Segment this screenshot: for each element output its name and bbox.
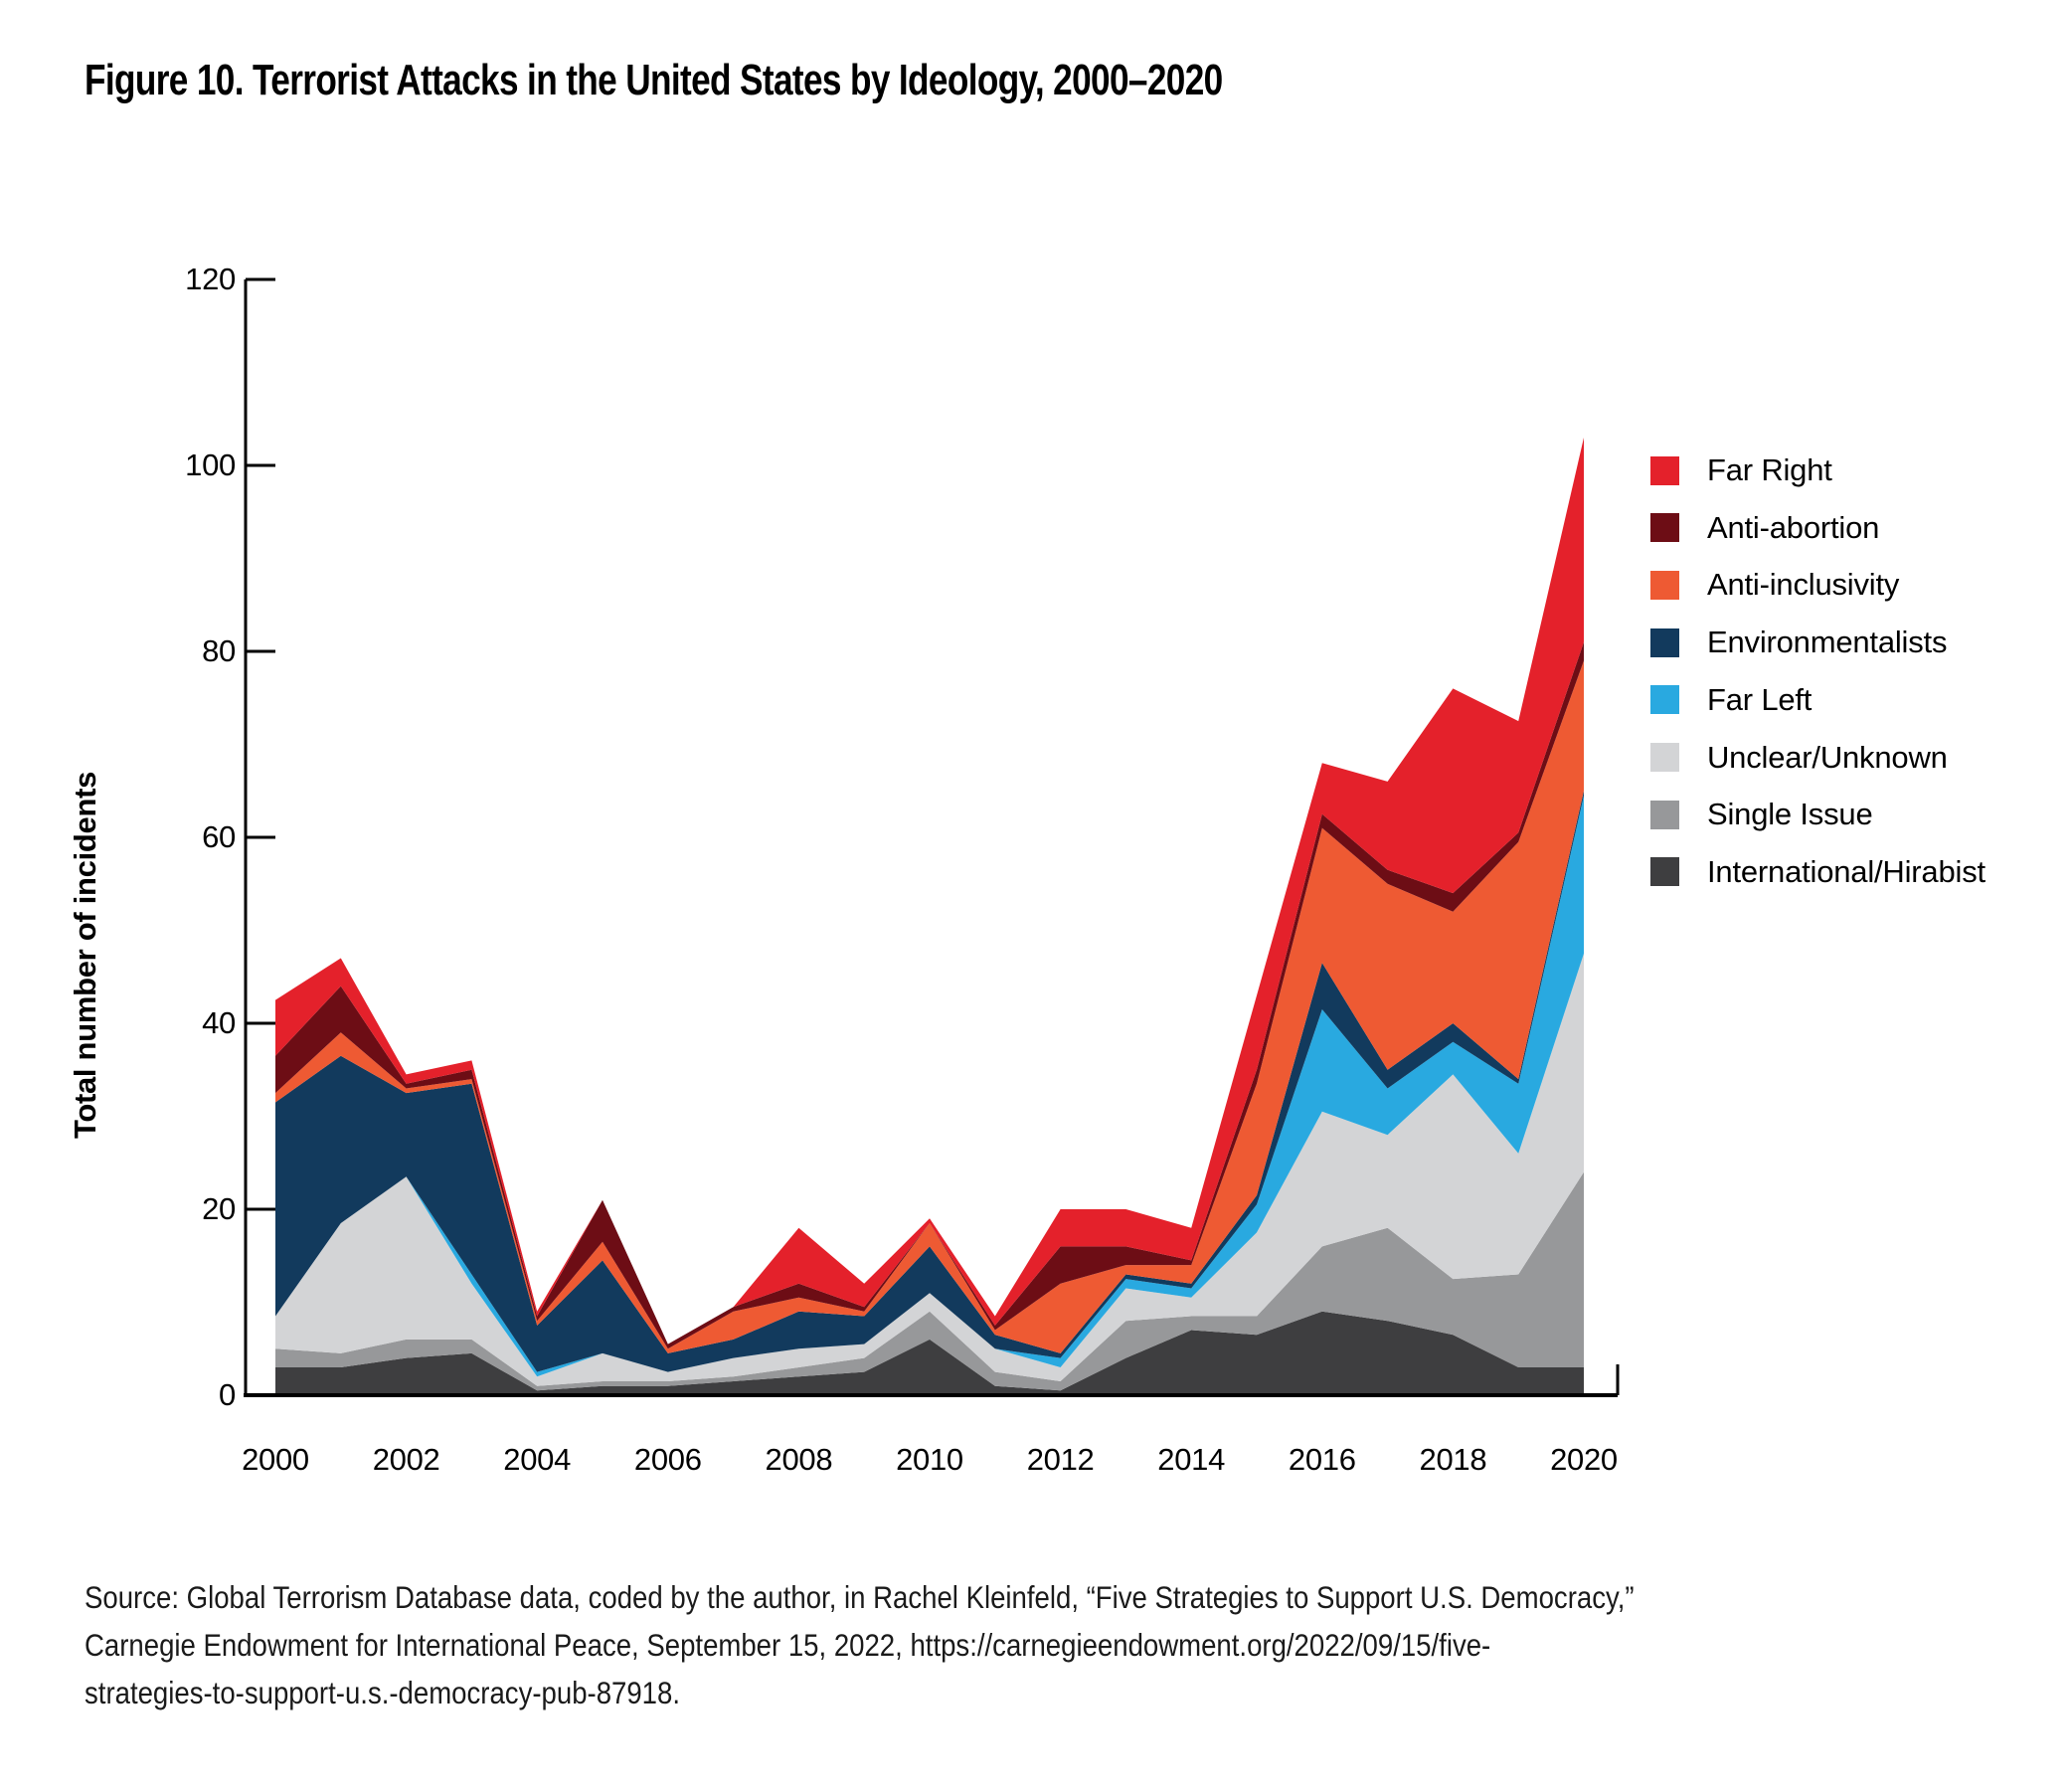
legend-label-far-right: Far Right — [1707, 452, 1832, 487]
legend-swatch-international-hirabist — [1650, 857, 1679, 886]
y-tick-label-100: 100 — [185, 448, 236, 482]
x-tick-label-2002: 2002 — [372, 1442, 440, 1477]
legend-label-anti-abortion: Anti-abortion — [1707, 509, 1880, 545]
x-tick-label-2020: 2020 — [1550, 1442, 1618, 1477]
legend-swatch-far-right — [1650, 456, 1679, 485]
x-tick-label-2006: 2006 — [633, 1442, 702, 1477]
x-tick-label-2012: 2012 — [1026, 1442, 1095, 1477]
x-tick-label-2016: 2016 — [1288, 1442, 1356, 1477]
x-tick-label-2000: 2000 — [242, 1442, 309, 1477]
legend-swatch-anti-inclusivity — [1650, 571, 1679, 600]
legend-item-anti-abortion — [1650, 509, 1880, 545]
legend-label-international-hirabist: International/Hirabist — [1707, 853, 1986, 889]
y-tick-label-60: 60 — [202, 819, 236, 854]
y-axis-title: Total number of incidents — [68, 771, 102, 1139]
legend-swatch-environmentalists — [1650, 628, 1679, 657]
legend-label-single-issue: Single Issue — [1707, 797, 1873, 832]
legend-swatch-single-issue — [1650, 801, 1679, 829]
x-tick-label-2004: 2004 — [503, 1442, 572, 1477]
y-tick-label-20: 20 — [202, 1191, 236, 1226]
figure-title: Figure 10. Terrorist Attacks in the United States by Ideology, 2000–2020 — [85, 56, 1223, 104]
legend-item-international-hirabist — [1650, 853, 1986, 889]
legend-item-far-right — [1650, 452, 1832, 487]
legend-item-anti-inclusivity — [1650, 567, 1900, 603]
legend-item-environmentalists — [1650, 625, 1948, 660]
source-line-2: Carnegie Endowment for International Peace, September 15, 2022, https://carnegieendowment.org/2022/09/15/five- — [85, 1627, 1491, 1663]
source-note — [85, 1579, 1855, 1722]
source-line-3: strategies-to-support-u.s.-democracy-pub-87918. — [85, 1675, 681, 1710]
x-tick-label-2010: 2010 — [896, 1442, 963, 1477]
legend-swatch-unclear-unknown — [1650, 743, 1679, 772]
legend-label-far-left: Far Left — [1707, 681, 1813, 717]
x-tick-label-2018: 2018 — [1419, 1442, 1487, 1477]
legend-label-unclear-unknown: Unclear/Unknown — [1707, 739, 1948, 775]
legend-item-single-issue — [1650, 797, 1873, 832]
y-tick-label-80: 80 — [202, 633, 236, 668]
y-tick-label-40: 40 — [202, 1005, 236, 1040]
y-tick-label-0: 0 — [219, 1377, 236, 1412]
legend-item-unclear-unknown — [1650, 739, 1948, 775]
x-tick-label-2008: 2008 — [765, 1442, 833, 1477]
source-line-1: Source: Global Terrorism Database data, coded by the author, in Rachel Kleinfeld, “Five Strategies to Support U.S. Democracy,” — [85, 1579, 1635, 1615]
legend-item-far-left — [1650, 681, 1813, 717]
legend-swatch-anti-abortion — [1650, 513, 1679, 542]
legend-label-environmentalists: Environmentalists — [1707, 625, 1948, 660]
x-tick-label-2014: 2014 — [1157, 1442, 1226, 1477]
legend-swatch-far-left — [1650, 685, 1679, 714]
y-tick-label-120: 120 — [185, 262, 236, 296]
legend-label-anti-inclusivity: Anti-inclusivity — [1707, 567, 1900, 603]
